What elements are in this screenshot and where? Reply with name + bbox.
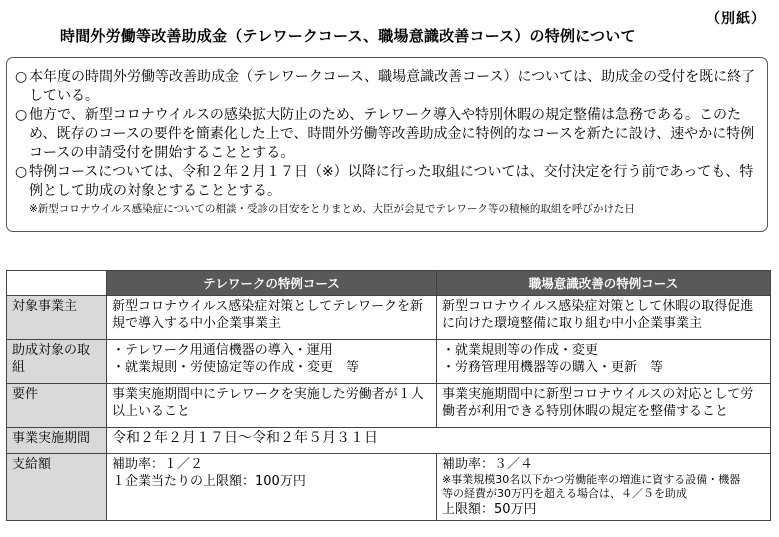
row-label-payment: 支給額 <box>7 454 107 521</box>
notice-paragraph <box>15 106 759 163</box>
row-label-period: 事業実施期間 <box>7 428 107 454</box>
list-item: ・就業規則・労使協定等の作成・変更 等 <box>112 360 360 375</box>
header-workplace-course: 職場意識改善の特例コース <box>437 271 771 296</box>
notice-box <box>6 57 768 232</box>
table-row <box>7 296 771 340</box>
cell-workplace-requirement: 事業実施期間中に新型コロナウイルスの対応として労働者が利用できる特別休暇の規定を整備すること <box>437 384 771 428</box>
header-blank-cell <box>7 271 107 296</box>
notice-text: 本年度の時間外労働等改善助成金（テレワークコース、職場意識改善コース）については、助成金の受付を既に終了している。 <box>29 69 756 104</box>
subsidy-limit: １企業当たりの上限額：100万円 <box>112 474 306 489</box>
circle-bullet-icon: ○ <box>15 107 28 123</box>
row-label-subject: 助成対象の取組 <box>7 340 107 384</box>
table-row <box>7 384 771 428</box>
cell-workplace-payment <box>437 454 771 521</box>
notice-paragraph <box>15 163 759 201</box>
table-header-row <box>7 271 771 296</box>
notice-text: 他方で、新型コロナウイルスの感染拡大防止のため、テレワーク導入や特別休暇の規定整備は急務である。このため、既存のコースの要件を簡素化した上で、時間外労働等改善助成金に特例的なコースを新たに設け、速やかに特例コースの申請受付を開始することとする。 <box>29 107 755 161</box>
circle-bullet-icon: ○ <box>15 164 28 180</box>
subsidy-note: ※事業規模30名以下かつ労働能率の増進に資する設備・機器 <box>442 473 741 486</box>
list-item: ・就業規則等の作成・変更 <box>442 343 599 358</box>
cell-period: 令和２年２月１７日～令和２年５月３１日 <box>107 428 771 454</box>
list-item: ・労務管理用機器等の購入・更新 等 <box>442 360 664 375</box>
course-comparison-table <box>6 270 771 521</box>
notice-paragraph <box>15 68 759 106</box>
cell-telework-requirement: 事業実施期間中にテレワークを実施した労働者が１人以上いること <box>107 384 437 428</box>
row-label-target: 対象事業主 <box>7 296 107 340</box>
subsidy-limit: 上限額：50万円 <box>442 502 537 517</box>
subsidy-note: 等の経費が30万円を超える場合は、４／５を助成 <box>442 487 687 500</box>
cell-telework-subject <box>107 340 437 384</box>
table-row <box>7 428 771 454</box>
document-title: 時間外労働等改善助成金（テレワークコース、職場意識改善コース）の特例について <box>60 27 636 45</box>
header-telework-course: テレワークの特例コース <box>107 271 437 296</box>
list-item: ・テレワーク用通信機器の導入・運用 <box>112 343 333 358</box>
cell-workplace-subject <box>437 340 771 384</box>
annex-label: （別紙） <box>706 11 766 27</box>
subsidy-rate: 補助率：３／４ <box>442 457 534 472</box>
cell-telework-target: 新型コロナウイルス感染症対策としてテレワークを新規で導入する中小企業事業主 <box>107 296 437 340</box>
subsidy-rate: 補助率：１／２ <box>112 457 204 472</box>
circle-bullet-icon: ○ <box>15 69 28 85</box>
footnote: ※新型コロナウイルス感染症についての相談・受診の目安をとりまとめ、大臣が会見でテレワーク等の積極的取組を呼びかけた日 <box>29 203 635 215</box>
row-label-requirement: 要件 <box>7 384 107 428</box>
cell-workplace-target: 新型コロナウイルス感染症対策として休暇の取得促進に向けた環境整備に取り組む中小企業事業主 <box>437 296 771 340</box>
table-row <box>7 340 771 384</box>
notice-text: 特例コースについては、令和２年２月１７日（※）以降に行った取組については、交付決定を行う前であっても、特例として助成の対象とすることとする。 <box>29 164 754 199</box>
table-row <box>7 454 771 521</box>
cell-telework-payment <box>107 454 437 521</box>
